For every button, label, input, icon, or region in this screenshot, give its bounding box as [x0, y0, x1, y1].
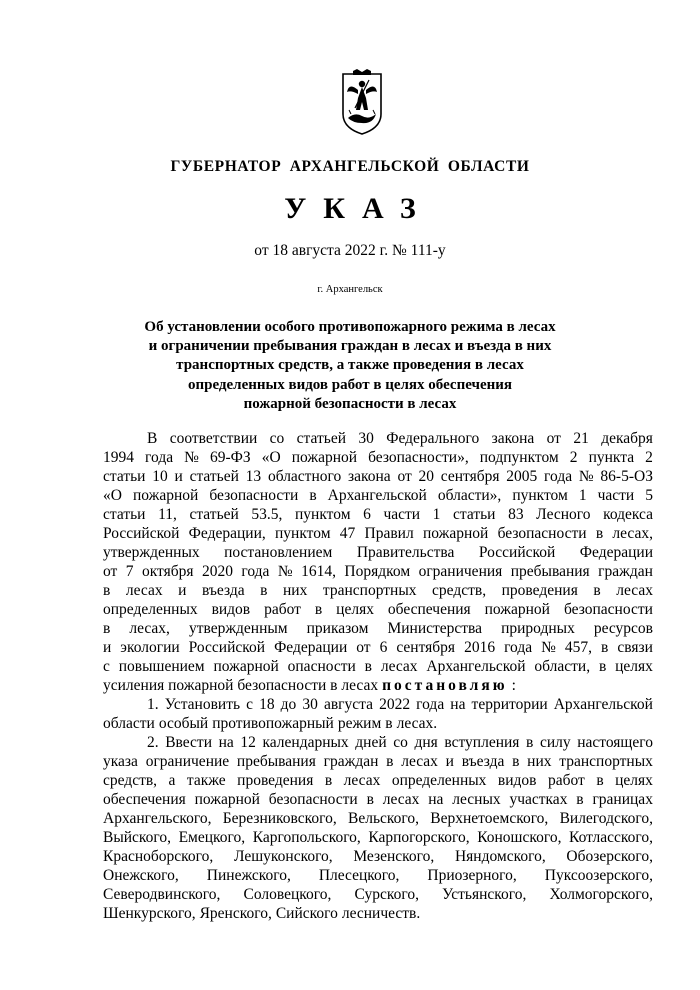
- word: статьей: [296, 430, 346, 447]
- word: от: [356, 639, 371, 656]
- word: видов: [211, 601, 251, 618]
- word: в: [260, 582, 268, 599]
- word: утвержденных: [103, 544, 200, 561]
- word: в: [576, 791, 584, 808]
- text-line: [103, 733, 653, 752]
- word: Лешуконского,: [233, 848, 333, 865]
- text-line: [103, 657, 653, 676]
- word: статьи: [103, 468, 146, 485]
- text-line: [103, 638, 653, 657]
- word: Шенкурского,: [103, 905, 196, 922]
- word: №: [541, 639, 556, 656]
- word: пожарной: [484, 601, 550, 618]
- word: Ввести: [165, 734, 212, 751]
- title-line: и ограничении пребывания граждан в лесах и въезда в них: [148, 338, 552, 355]
- word: лесничеств.: [341, 905, 421, 922]
- word: ресурсов: [593, 620, 653, 637]
- word: ограничение: [145, 753, 230, 770]
- word: в: [595, 525, 604, 542]
- word: границах: [592, 791, 653, 808]
- word: видов: [497, 772, 537, 789]
- item-2: [103, 733, 653, 923]
- word: проведения: [501, 582, 578, 599]
- text-line: [103, 752, 653, 771]
- word: Верхнетоемского,: [430, 810, 549, 827]
- word: от: [103, 563, 118, 580]
- word: работ: [264, 601, 301, 618]
- word: в: [526, 734, 534, 751]
- word: №: [184, 449, 199, 466]
- word: вступления: [444, 734, 520, 751]
- word: Лесного: [536, 506, 591, 523]
- word: 53.5,: [251, 506, 283, 523]
- word: 2020: [201, 563, 233, 580]
- word: 1: [578, 487, 587, 504]
- word: Российской: [188, 639, 266, 656]
- decree-word: постановляю: [382, 677, 508, 694]
- word: режим: [337, 715, 382, 732]
- word: пожарной: [291, 449, 358, 466]
- word: Березниковского,: [222, 810, 337, 827]
- word: 5: [645, 487, 653, 504]
- word: опасности: [287, 658, 356, 675]
- word: транспортных: [559, 753, 653, 770]
- word: года: [504, 639, 533, 656]
- text-line: [103, 562, 653, 581]
- word: в: [598, 658, 607, 675]
- word: 18: [259, 696, 275, 713]
- word: также: [186, 772, 226, 789]
- word: средств,: [432, 582, 487, 599]
- word: соответствии: [169, 430, 258, 447]
- word: Правительства: [356, 544, 455, 561]
- text-line: [103, 581, 653, 600]
- title-line: пожарной безопасности в лесах: [243, 395, 457, 412]
- word: Сийского: [275, 905, 338, 922]
- preamble-final-line: [103, 676, 653, 695]
- word: 30: [302, 696, 318, 713]
- text-line: [103, 619, 653, 638]
- word: Федерации: [274, 639, 348, 656]
- text-line: [103, 543, 653, 562]
- word: ограничения: [418, 563, 503, 580]
- word: 47: [339, 525, 356, 542]
- word: 1: [432, 506, 441, 523]
- word: на: [218, 734, 234, 751]
- word: Российской: [103, 525, 180, 542]
- word: 2: [569, 449, 578, 466]
- document-body: [103, 429, 653, 923]
- word: пункта: [588, 449, 635, 466]
- word: и: [174, 468, 183, 485]
- word: года: [416, 696, 445, 713]
- word: части: [383, 506, 421, 523]
- word: Сурского,: [354, 886, 419, 903]
- word: 6: [379, 639, 388, 656]
- word: дней: [355, 734, 387, 751]
- word: пребывания: [236, 753, 316, 770]
- word: обеспечения: [387, 601, 471, 618]
- word: 13: [245, 468, 262, 485]
- word: силу: [539, 734, 571, 751]
- word: проведения: [237, 772, 314, 789]
- word: года: [241, 563, 270, 580]
- text-line: [103, 486, 653, 505]
- word: статьей: [189, 506, 239, 523]
- word: в: [601, 639, 609, 656]
- text-line: [103, 448, 653, 467]
- word: в: [324, 772, 333, 789]
- word: дня: [414, 734, 438, 751]
- word: подпунктом: [479, 449, 559, 466]
- word: Пинежского,: [206, 867, 291, 884]
- word: сентября: [440, 468, 500, 485]
- word: 1.: [147, 696, 159, 713]
- word: «О: [103, 487, 122, 504]
- word: 69-ФЗ: [209, 449, 251, 466]
- word: определенных: [103, 601, 198, 618]
- word: декабря: [601, 430, 653, 447]
- city: г. Архангельск: [317, 284, 383, 295]
- word: 2.: [147, 734, 159, 751]
- word: повышением: [118, 658, 205, 675]
- word: Обозерского,: [566, 848, 653, 865]
- word: безопасности»,: [368, 449, 469, 466]
- word: статьи: [453, 506, 496, 523]
- word: Няндомского,: [454, 848, 546, 865]
- word: от: [546, 430, 561, 447]
- word: лесах: [380, 658, 418, 675]
- word: утвержденным: [188, 620, 288, 637]
- word: в: [593, 582, 601, 599]
- word: на: [428, 791, 444, 808]
- text-line: [103, 600, 653, 619]
- word: 2005: [506, 468, 538, 485]
- word: закона: [491, 430, 535, 447]
- word: года: [145, 449, 174, 466]
- word: статьи: [103, 506, 146, 523]
- word: экологии: [120, 639, 180, 656]
- word: пожарной: [132, 487, 199, 504]
- word: 1994: [103, 449, 134, 466]
- text-line: [103, 790, 653, 809]
- word: 20: [418, 468, 435, 485]
- word: связи: [617, 639, 653, 656]
- title-line: транспортных средств, а также проведения в лесах: [176, 357, 524, 374]
- word: граждан: [323, 753, 379, 770]
- word: территории: [471, 696, 548, 713]
- text-line: [103, 847, 653, 866]
- word: Архангельской: [327, 487, 427, 504]
- word: средств,: [103, 772, 158, 789]
- word: въезда: [201, 582, 245, 599]
- word: пребывания: [510, 563, 590, 580]
- word: 2: [645, 449, 653, 466]
- word: Северодвинского,: [103, 886, 221, 903]
- word: Холмогорского,: [549, 886, 653, 903]
- word: 2022: [379, 696, 411, 713]
- word: работ: [547, 772, 585, 789]
- word: Архангельской: [553, 696, 653, 713]
- word: 457,: [564, 639, 593, 656]
- word: в: [386, 753, 394, 770]
- word: до: [280, 696, 297, 713]
- word: обеспечения: [103, 791, 186, 808]
- word: Вилегодского,: [559, 810, 653, 827]
- decree-colon: :: [511, 677, 516, 694]
- text-line: [103, 904, 653, 923]
- word: на: [450, 696, 466, 713]
- word: 30: [358, 430, 374, 447]
- word: 11,: [158, 506, 177, 523]
- word: Устьянского,: [442, 886, 527, 903]
- word: со: [269, 430, 285, 447]
- word: противопожарный: [212, 715, 334, 732]
- word: определенных: [391, 772, 487, 789]
- word: сентября: [396, 639, 456, 656]
- word: №: [277, 563, 293, 580]
- word: них: [283, 582, 308, 599]
- word: части: [597, 487, 635, 504]
- word: Котласского,: [569, 829, 653, 846]
- text-line: [103, 771, 653, 790]
- word: транспортных: [322, 582, 417, 599]
- word: В: [147, 430, 158, 447]
- word: Каргопольского,: [252, 829, 361, 846]
- word: статьей: [189, 468, 239, 485]
- word: Федерального: [386, 430, 480, 447]
- word: 12: [240, 734, 256, 751]
- word: со: [393, 734, 408, 751]
- title-line: определенных видов работ в целях обеспечения: [187, 376, 513, 393]
- word: указа: [103, 753, 138, 770]
- word: области,: [534, 658, 591, 675]
- word: «О: [261, 449, 281, 466]
- word: безопасности: [497, 525, 587, 542]
- word: в: [103, 582, 111, 599]
- word: Коношского,: [477, 829, 562, 846]
- text-line: [103, 467, 653, 486]
- word: природных: [501, 620, 575, 637]
- text-line: [103, 828, 653, 847]
- word: Министерства: [387, 620, 483, 637]
- word: области: [103, 715, 155, 732]
- word: Красноборского,: [103, 848, 214, 865]
- word: Плесецкого,: [318, 867, 400, 884]
- word: Федерации: [579, 544, 653, 561]
- word: года: [544, 468, 573, 485]
- preamble-last-text: усиления пожарной безопасности в лесах: [103, 677, 379, 694]
- word: Карпогорского,: [368, 829, 470, 846]
- word: октября: [141, 563, 194, 580]
- word: особый: [158, 715, 209, 732]
- word: целях: [336, 601, 374, 618]
- text-line: [103, 429, 653, 448]
- word: безопасности: [563, 601, 653, 618]
- word: с: [103, 658, 110, 675]
- word: въезда: [461, 753, 505, 770]
- word: лесах,: [129, 620, 170, 637]
- title-line: Об установлении особого противопожарного режима в лесах: [144, 319, 556, 335]
- word: и: [103, 639, 112, 656]
- word: в: [385, 715, 393, 732]
- word: Российской: [478, 544, 556, 561]
- word: 6: [363, 506, 371, 523]
- word: пожарной: [213, 658, 279, 675]
- word: Порядком: [344, 563, 411, 580]
- word: Установить: [164, 696, 241, 713]
- preamble: [103, 429, 653, 676]
- word: Соловецкого,: [243, 886, 332, 903]
- word: приказом: [306, 620, 369, 637]
- word: Архангельской: [426, 658, 526, 675]
- word: 7: [125, 563, 134, 580]
- item-1: [103, 695, 653, 733]
- word: пожарной: [194, 791, 260, 808]
- word: в: [366, 791, 374, 808]
- word: Емецкого,: [178, 829, 246, 846]
- word: 1614,: [301, 563, 336, 580]
- word: закона: [348, 468, 391, 485]
- word: Выйского,: [103, 829, 172, 846]
- word: 2016: [464, 639, 496, 656]
- word: в: [596, 772, 604, 789]
- text-line: [103, 866, 653, 885]
- word: пожарной: [422, 525, 489, 542]
- word: Яренского,: [199, 905, 272, 922]
- word: Вельского,: [348, 810, 419, 827]
- word: а: [168, 772, 176, 789]
- word: августа: [323, 696, 373, 713]
- word: Приозерного,: [427, 867, 517, 884]
- word: в: [314, 601, 323, 618]
- word: календарных: [262, 734, 349, 751]
- word: лесах: [382, 791, 420, 808]
- word: кодекса: [603, 506, 653, 523]
- word: №: [578, 468, 594, 485]
- word: с: [246, 696, 254, 713]
- word: лесных: [452, 791, 501, 808]
- word: от: [397, 468, 412, 485]
- word: лесах,: [612, 525, 653, 542]
- word: в: [512, 753, 520, 770]
- word: 21: [573, 430, 589, 447]
- word: безопасности: [268, 791, 358, 808]
- text-line: [103, 714, 653, 733]
- word: лесах: [616, 582, 653, 599]
- word: Правил: [364, 525, 414, 542]
- text-line: [103, 524, 653, 543]
- word: областного: [267, 468, 342, 485]
- word: пунктом: [512, 487, 568, 504]
- word: участках: [509, 791, 568, 808]
- document-title: [0, 318, 700, 414]
- word: и: [445, 753, 454, 770]
- word: области»,: [437, 487, 502, 504]
- word: постановлением: [224, 544, 333, 561]
- word: в: [309, 487, 317, 504]
- word: Федерации,: [188, 525, 266, 542]
- word: настоящего: [577, 734, 653, 751]
- date-number: от 18 августа 2022 г. № 111-у: [254, 242, 446, 259]
- word: Архангельского,: [103, 810, 212, 827]
- document-type: УКАЗ: [284, 192, 433, 225]
- word: пунктом: [275, 525, 331, 542]
- text-line: [103, 809, 653, 828]
- text-line: [103, 885, 653, 904]
- word: в: [364, 658, 372, 675]
- word: 10: [152, 468, 168, 485]
- word: Онежского,: [103, 867, 179, 884]
- coat-of-arms-icon: [339, 68, 385, 136]
- word: лесах: [401, 753, 438, 770]
- word: целях: [615, 772, 653, 789]
- word: Пуксоозерского,: [544, 867, 653, 884]
- word: и: [178, 582, 187, 599]
- word: лесах.: [396, 715, 438, 732]
- word: в: [103, 620, 111, 637]
- word: целях: [615, 658, 653, 675]
- word: Мезенского,: [353, 848, 435, 865]
- word: пунктом: [295, 506, 351, 523]
- text-line: [103, 695, 653, 714]
- word: лесах: [125, 582, 163, 599]
- word: 86-5-ОЗ: [600, 468, 653, 485]
- word: них: [527, 753, 552, 770]
- word: 83: [508, 506, 524, 523]
- word: лесах: [343, 772, 381, 789]
- word: граждан: [598, 563, 653, 580]
- word: безопасности: [209, 487, 299, 504]
- issuer-heading: ГУБЕРНАТОР АРХАНГЕЛЬСКОЙ ОБЛАСТИ: [170, 158, 530, 175]
- text-line: [103, 505, 653, 524]
